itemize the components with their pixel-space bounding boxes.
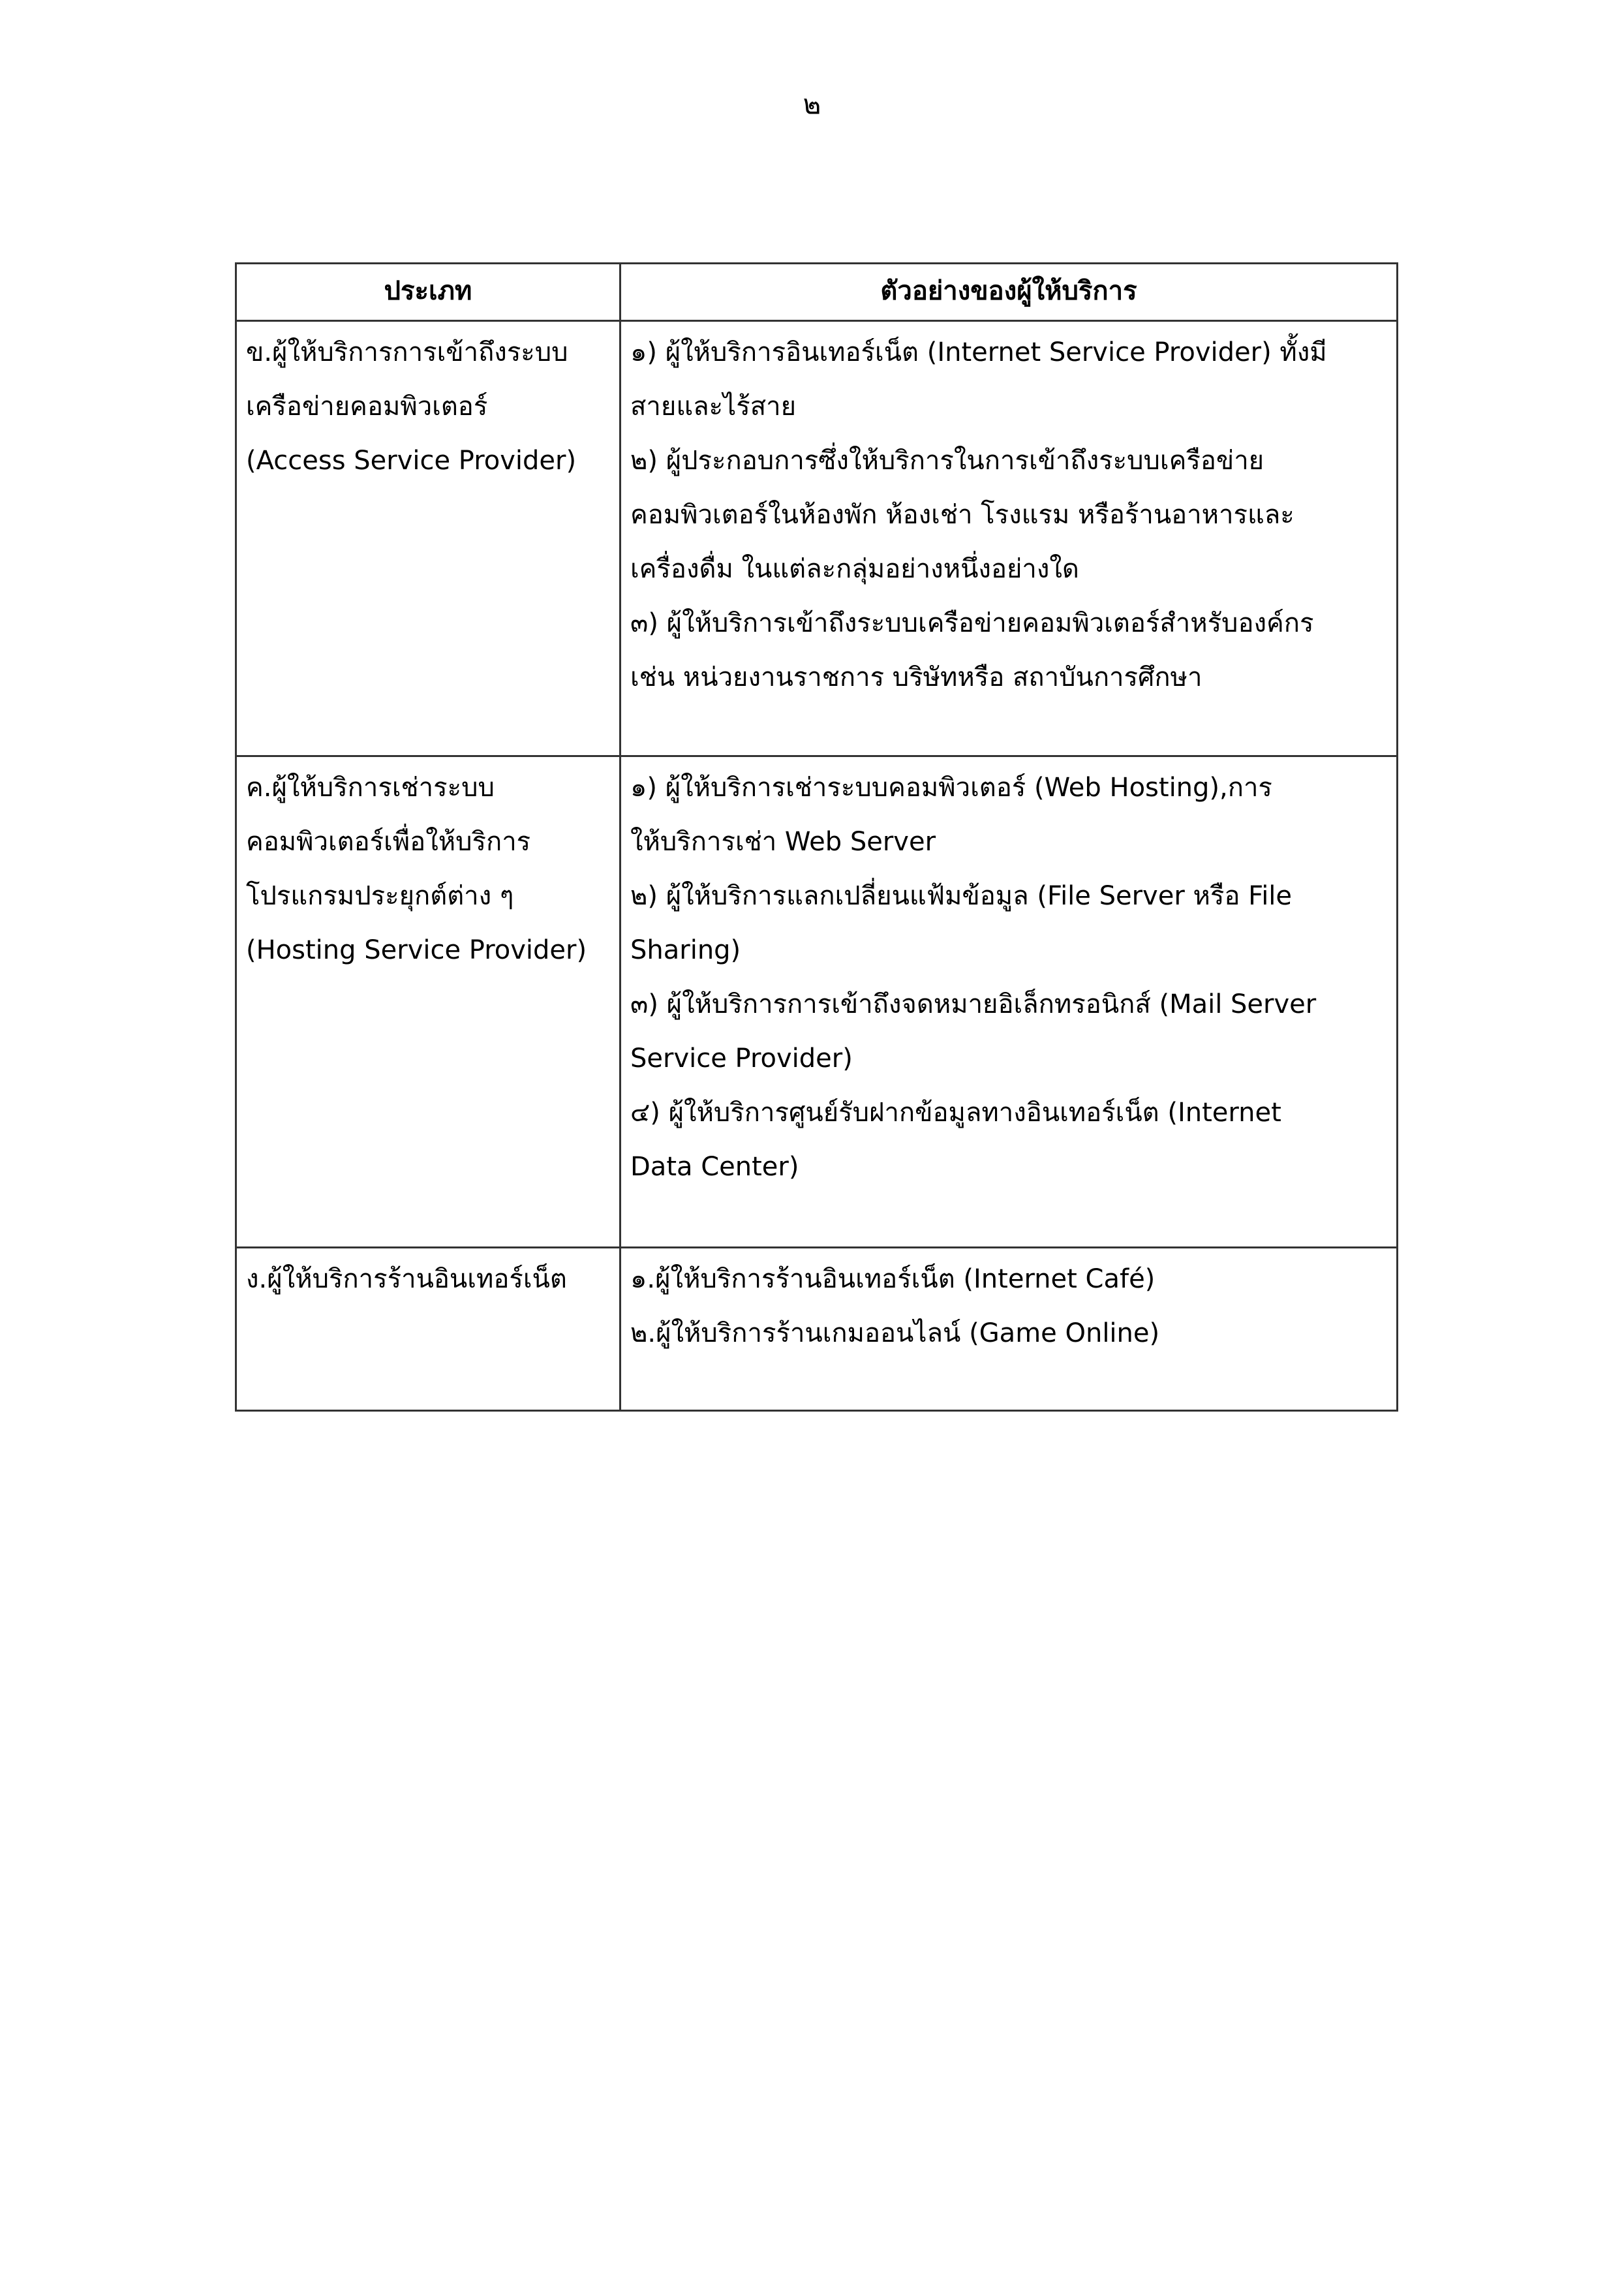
type-line: โปรแกรมประยุกต์ต่าง ๆ	[246, 881, 514, 911]
example-line: Sharing)	[630, 935, 741, 965]
examples-cell	[620, 321, 1398, 756]
type-line: ง.ผู้ให้บริการร้านอินเทอร์เน็ต	[246, 1264, 567, 1294]
service-provider-table	[235, 262, 1398, 1412]
example-line: ๒) ผู้ให้บริการแลกเปลี่ยนแฟ้มข้อมูล (File Server หรือ File	[630, 881, 1293, 911]
table-row	[236, 321, 1398, 756]
type-cell	[236, 1248, 620, 1411]
example-line: เครื่องดื่ม ในแต่ละกลุ่มอย่างหนึ่งอย่างใด	[630, 554, 1079, 584]
example-line: ๑) ผู้ให้บริการเช่าระบบคอมพิวเตอร์ (Web Hosting),การ	[630, 773, 1272, 803]
type-line: (Access Service Provider)	[246, 446, 577, 476]
table-header-row	[236, 264, 1398, 321]
example-line: คอมพิวเตอร์ในห้องพัก ห้องเช่า โรงแรม หรือร้านอาหารและ	[630, 500, 1295, 530]
example-line: ๒.ผู้ให้บริการร้านเกมออนไลน์ (Game Online)	[630, 1318, 1160, 1348]
example-line: เช่น หน่วยงานราชการ บริษัทหรือ สถาบันการศึกษา	[630, 662, 1203, 692]
examples-cell	[620, 1248, 1398, 1411]
example-line: ๒) ผู้ประกอบการซึ่งให้บริการในการเข้าถึงระบบเครือข่าย	[630, 446, 1264, 476]
page-number: ๒	[803, 88, 821, 120]
type-line: คอมพิวเตอร์เพื่อให้บริการ	[246, 827, 531, 857]
type-line: (Hosting Service Provider)	[246, 935, 587, 965]
type-line: เครือข่ายคอมพิวเตอร์	[246, 392, 488, 422]
example-line: ให้บริการเช่า Web Server	[630, 827, 936, 857]
example-line: Data Center)	[630, 1152, 799, 1182]
table-row	[236, 756, 1398, 1248]
header-type: ประเภท	[236, 264, 620, 321]
example-line: Service Provider)	[630, 1044, 853, 1074]
example-line: ๑) ผู้ให้บริการอินเทอร์เน็ต (Internet Service Provider) ทั้งมี	[630, 337, 1327, 367]
examples-cell	[620, 756, 1398, 1248]
table-row	[236, 1248, 1398, 1411]
type-cell	[236, 756, 620, 1248]
type-cell	[236, 321, 620, 756]
example-line: ๓) ผู้ให้บริการเข้าถึงระบบเครือข่ายคอมพิวเตอร์สำหรับองค์กร	[630, 608, 1314, 638]
example-line: ๓) ผู้ให้บริการการเข้าถึงจดหมายอิเล็กทรอนิกส์ (Mail Server	[630, 989, 1317, 1019]
type-line: ค.ผู้ให้บริการเช่าระบบ	[246, 773, 495, 803]
example-line: ๔) ผู้ให้บริการศูนย์รับฝากข้อมูลทางอินเทอร์เน็ต (Internet	[630, 1098, 1281, 1128]
example-line: สายและไร้สาย	[630, 392, 797, 422]
header-examples: ตัวอย่างของผู้ให้บริการ	[620, 264, 1398, 321]
type-line: ข.ผู้ให้บริการการเข้าถึงระบบ	[246, 337, 568, 367]
example-line: ๑.ผู้ให้บริการร้านอินเทอร์เน็ต (Internet Café)	[630, 1264, 1156, 1294]
